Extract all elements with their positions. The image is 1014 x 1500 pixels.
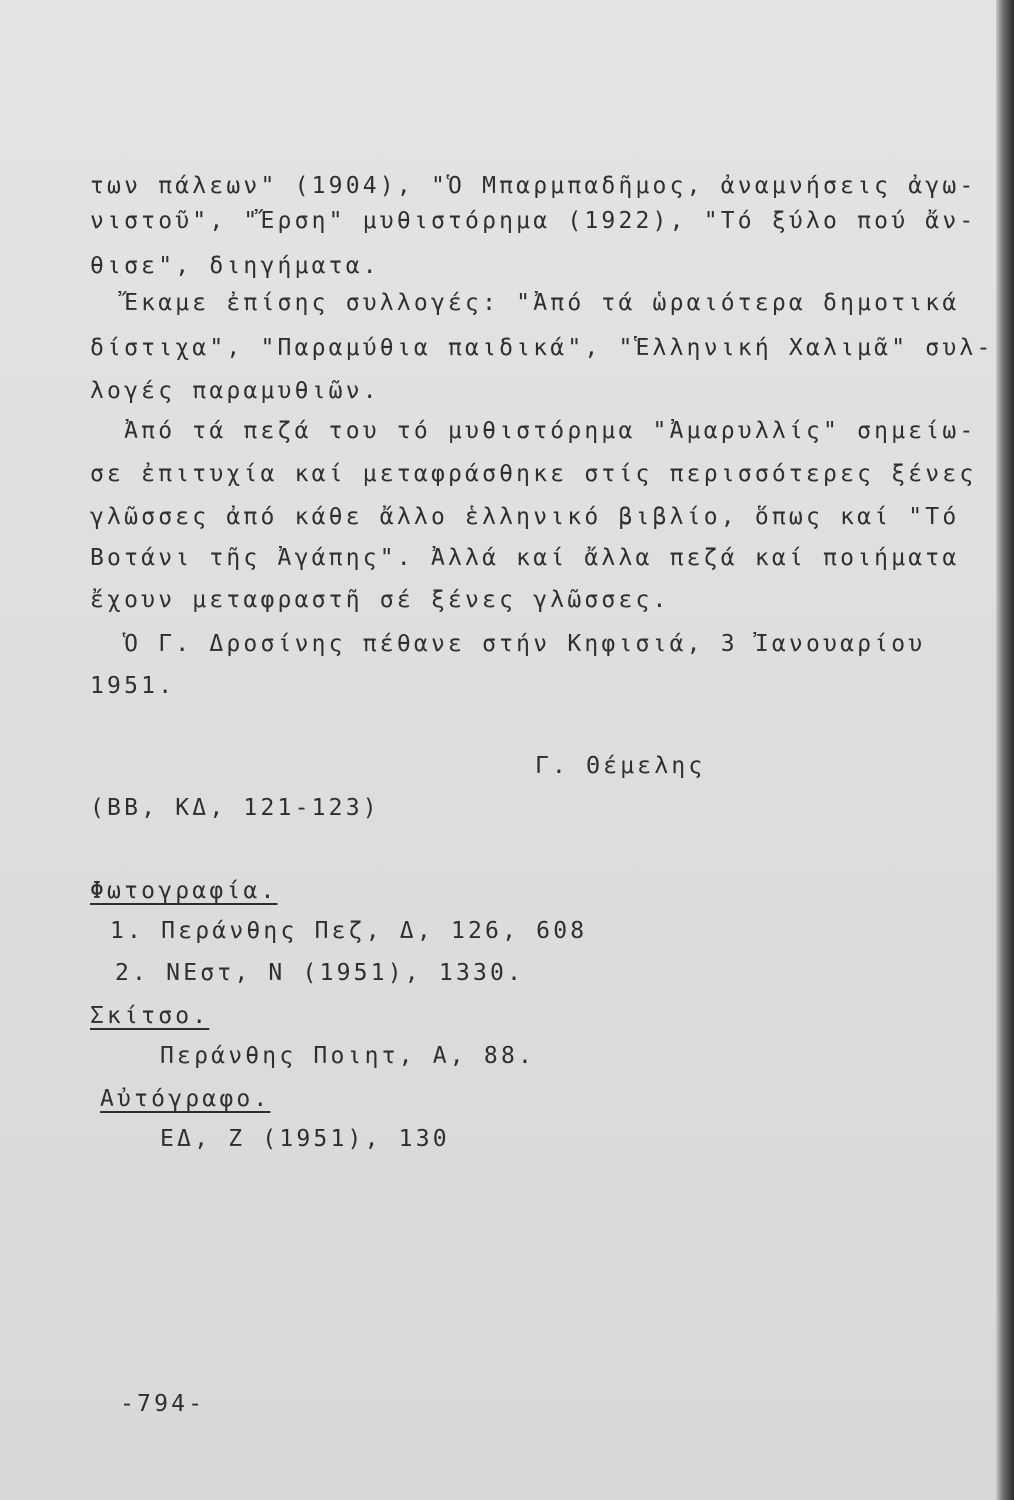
author-signature: Γ. Θέμελης — [535, 753, 706, 779]
body-line-8: σε ἐπιτυχία καί μεταφράσθηκε στίς περισσότερες ξένες — [90, 461, 977, 487]
section-heading-photo: Φωτογραφία. — [90, 878, 278, 904]
body-line-2: νιστοῦ", "Ἔρση" μυθιστόρημα (1922), "Τό ξύλο πού ἄν- — [90, 208, 977, 234]
source-reference: (ΒΒ, ΚΔ, 121-123) — [90, 795, 380, 821]
autograph-item-1: ΕΔ, Ζ (1951), 130 — [160, 1126, 450, 1152]
section-heading-autograph: Αὐτόγραφο. — [100, 1086, 271, 1112]
body-line-3: θισε", διηγήματα. — [90, 253, 380, 279]
photo-item-1: 1. Περάνθης Πεζ, Δ, 126, 608 — [110, 918, 588, 944]
body-line-6: λογές παραμυθιῶν. — [90, 378, 380, 404]
body-line-10: Βοτάνι τῆς Ἀγάπης". Ἀλλά καί ἄλλα πεζά καί ποιήματα — [90, 545, 960, 571]
body-line-13: 1951. — [90, 673, 176, 699]
page-number: -794- — [120, 1391, 206, 1417]
body-line-7: Ἀπό τά πεζά του τό μυθιστόρημα "Ἀμαρυλλίς" σημείω- — [90, 418, 977, 444]
body-line-5: δίστιχα", "Παραμύθια παιδικά", "Ἑλληνική Χαλιμᾶ" συλ- — [90, 335, 994, 361]
body-line-11: ἔχουν μεταφραστῆ σέ ξένες γλῶσσες. — [90, 587, 670, 613]
body-line-4: Ἔκαμε ἐπίσης συλλογές: "Ἀπό τά ὡραιότερα δημοτικά — [90, 290, 960, 316]
photo-item-2: 2. ΝΕστ, Ν (1951), 1330. — [115, 960, 525, 986]
body-line-12: Ὁ Γ. Δροσίνης πέθανε στήν Κηφισιά, 3 Ἰανουαρίου — [90, 631, 926, 657]
sketch-item-1: Περάνθης Ποιητ, Α, 88. — [160, 1043, 536, 1069]
page-edge-shadow — [996, 0, 1014, 1500]
body-line-9: γλῶσσες ἀπό κάθε ἄλλο ἑλληνικό βιβλίο, ὅπως καί "Τό — [90, 504, 960, 530]
section-heading-sketch: Σκίτσο. — [90, 1003, 210, 1029]
body-line-1: των πάλεων" (1904), "Ὁ Μπαρμπαδῆμος, ἀναμνήσεις ἀγω- — [90, 173, 977, 199]
